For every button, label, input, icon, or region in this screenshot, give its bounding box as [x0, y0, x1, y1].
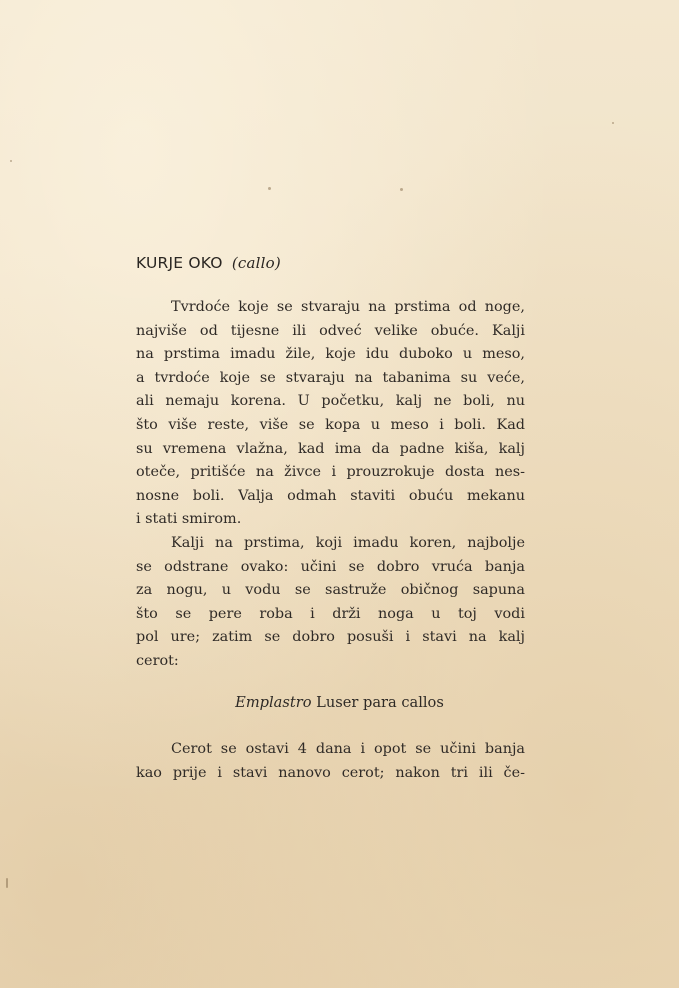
- text-line: Kalji na prstima, koji imadu koren, najbolje: [171, 535, 525, 551]
- text-line: se odstrane ovako: učini se dobro vruća banja: [136, 558, 525, 575]
- recipe-rest: Luser para callos: [316, 694, 444, 711]
- text-line: ali nemaju korena. U početku, kalj ne boli, nu: [136, 393, 525, 410]
- paper-speck: [6, 878, 8, 888]
- heading-title: KURJE OKO: [136, 254, 223, 272]
- text-line: nosne boli. Valja odmah staviti obuću mekanu: [136, 487, 525, 504]
- paragraph-1: [136, 296, 525, 532]
- text-line: najviše od tijesne ili odveć velike obuće. Kalji: [136, 322, 525, 339]
- text-line: cerot:: [136, 652, 179, 669]
- recipe-italic-word: Emplastro: [235, 694, 312, 711]
- text-line: su vremena vlažna, kad ima da padne kiša, kalj: [136, 440, 525, 457]
- recipe-line: [0, 694, 679, 711]
- text-line: pol ure; zatim se dobro posuši i stavi na kalj: [136, 629, 525, 646]
- paragraph-3: [136, 738, 525, 785]
- text-line: što više reste, više se kopa u meso i boli. Kad: [136, 416, 525, 433]
- text-line: i stati smirom.: [136, 511, 242, 528]
- heading-latin-name: (callo): [231, 254, 281, 272]
- text-line: Cerot se ostavi 4 dana i opot se učini banja: [171, 741, 525, 757]
- text-line: kao prije i stavi nanovo cerot; nakon tri ili če-: [136, 764, 525, 781]
- section-heading: [136, 254, 281, 272]
- text-line: Tvrdoće koje se stvaraju na prstima od noge,: [171, 299, 525, 315]
- text-line: a tvrdoće koje se stvaraju na tabanima su veće,: [136, 369, 525, 386]
- paragraph-2: [136, 532, 525, 674]
- paper-speck: [400, 188, 403, 191]
- paper-speck: [612, 122, 614, 124]
- text-line: na prstima imadu žile, koje idu duboko u meso,: [136, 346, 525, 363]
- paper-speck: [10, 160, 12, 162]
- text-line: oteče, pritišće na živce i prouzrokuje dosta nes-: [136, 464, 525, 481]
- paper-speck: [268, 187, 271, 190]
- text-line: za nogu, u vodu se sastruže običnog sapuna: [136, 582, 525, 599]
- text-line: što se pere roba i drži noga u toj vodi: [136, 605, 525, 622]
